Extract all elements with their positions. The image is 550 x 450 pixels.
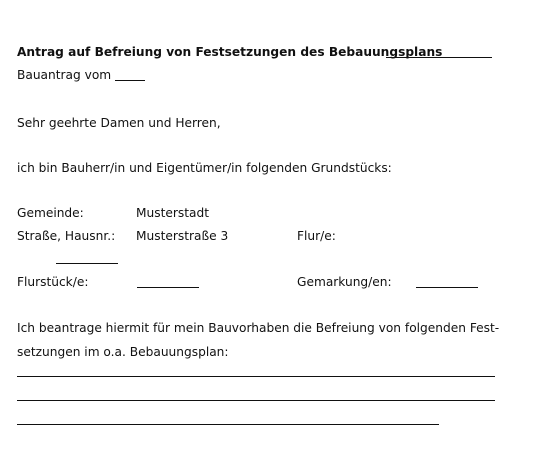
flurstueck-label: Flurstück/e: — [17, 275, 89, 289]
answer-line-3[interactable] — [17, 424, 439, 425]
salutation: Sehr geehrte Damen und Herren, — [17, 116, 221, 130]
flurstueck-blank-line[interactable] — [137, 287, 199, 288]
answer-line-2[interactable] — [17, 400, 495, 401]
request-text-line1: Ich beantrage hiermit für mein Bauvorhaben die Befreiung von folgenden Fest- — [17, 321, 500, 335]
flur-label: Flur/e: — [297, 229, 336, 243]
answer-line-1[interactable] — [17, 376, 495, 377]
bauantrag-label: Bauantrag vom — [17, 68, 112, 82]
document-title: Antrag auf Befreiung von Festsetzungen des Bebauungsplans — [17, 45, 443, 59]
strasse-value: Musterstraße 3 — [136, 229, 229, 243]
gemarkung-blank-line[interactable] — [416, 287, 478, 288]
gemeinde-label: Gemeinde: — [17, 206, 84, 220]
request-text-line2: setzungen im o.a. Bebauungsplan: — [17, 345, 229, 359]
bauantrag-date-blank[interactable] — [115, 80, 145, 81]
gemeinde-value: Musterstadt — [136, 206, 209, 220]
title-blank-line[interactable] — [386, 57, 492, 58]
intro-text: ich bin Bauherr/in und Eigentümer/in folgenden Grundstücks: — [17, 161, 392, 175]
strasse-label: Straße, Hausnr.: — [17, 229, 116, 243]
flur-blank-line[interactable] — [56, 263, 118, 264]
gemarkung-label: Gemarkung/en: — [297, 275, 392, 289]
